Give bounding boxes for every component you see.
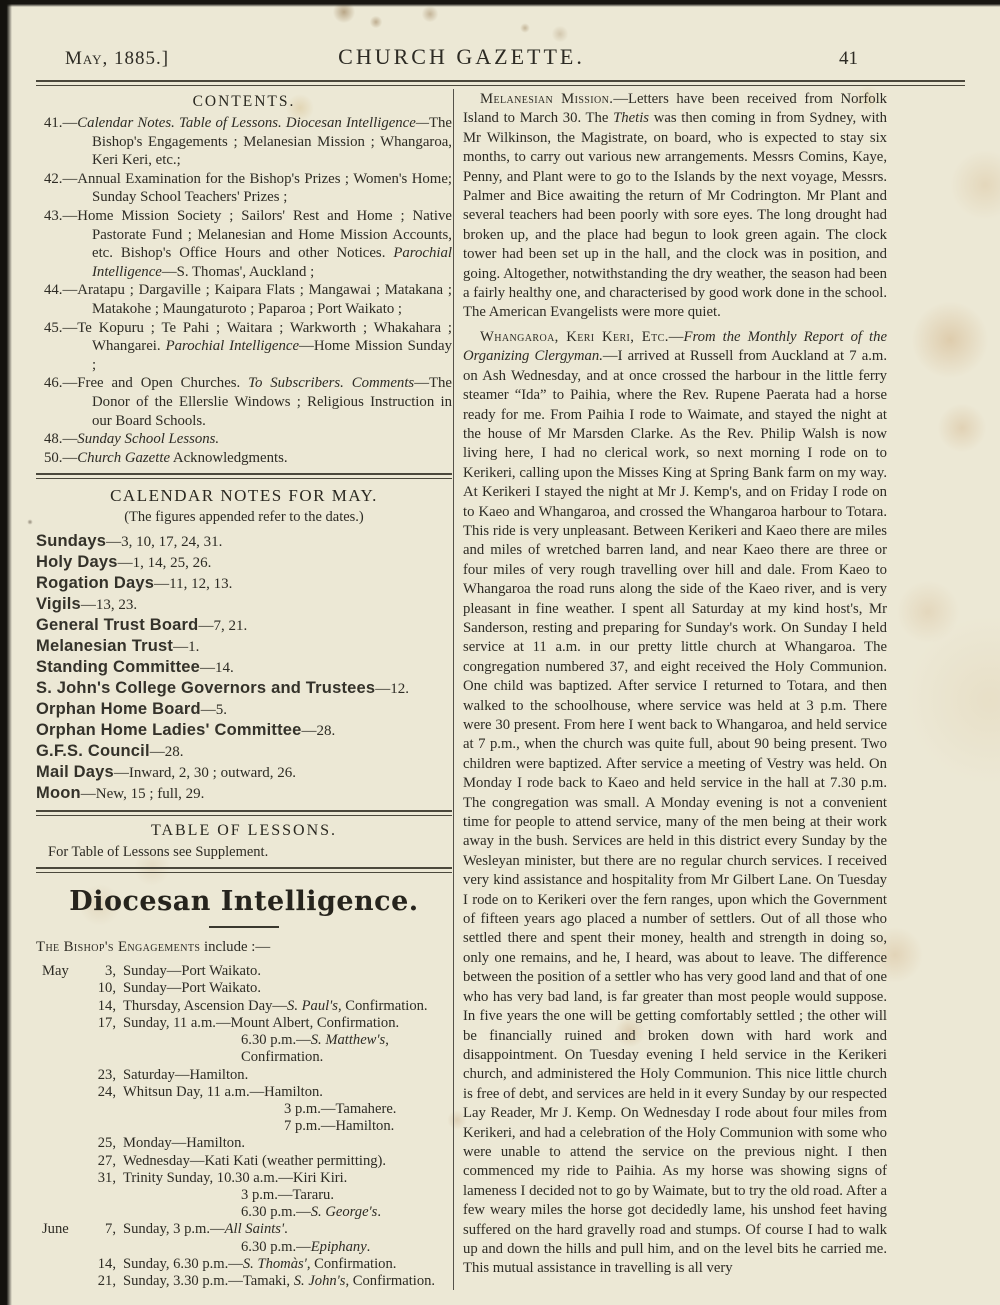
engagement-month — [36, 980, 84, 997]
contents-item-number: 45. — [44, 319, 63, 336]
contents-item-text: —Te Kopuru ; Te Pahi ; Waitara ; Warkworth ; Whakahara ; Whangarei. Parochial Intelligence—Home Mission Sunday ; — [62, 319, 452, 373]
calendar-note-label: Vigils — [36, 595, 81, 614]
engagement-day — [84, 1118, 116, 1135]
engagement-month — [36, 1204, 84, 1221]
calendar-note-item — [36, 657, 452, 678]
publication-title: CHURCH GAZETTE. — [338, 44, 585, 69]
contents-item — [36, 319, 452, 375]
engagement-row — [36, 1084, 452, 1101]
engagement-row — [36, 998, 452, 1015]
calendar-note-dates: —3, 10, 17, 24, 31. — [106, 534, 223, 551]
contents-item-number: 48. — [44, 431, 63, 448]
article-body: —From the Monthly Report of the Organizing Clergyman.—I arrived at Russell from Auckland at 7 a.m. on Ash Wednesday, and at once crossed the harbour in the little ferry steamer “Ida” to Paihia, where the Rev. Rupene Paerata had a horse ready for me. From Paihia I rode to Waimate, and stayed the night at the house of Mr Marsden Clarke. As the Rev. Philip Walsh is now living here, I had no clerical work, so next morning I rode on to Kerikeri, calling upon the Misses King at Spring Bank farm on my way. At Kerikeri I stayed the night at Mr J. Kemp's, and on Friday I rode on to Kaeo and Whangaroa, and crossed the Whangaroa harbour to Totara. This ride is very unpleasant. Between Kerikeri and Kaeo there are miles and miles of wretched barren land, and near Kaeo there are three or four miles of very rough travelling over hill and dale. From Kaeo to Whangaroa the road runs along the side of the Kaeo river, and is very pleasant in fine weather. I spent all Saturday at my kind host's, Mr Sanderson, resting and preparing for Sunday's work. On Sunday I held service at 11 a.m. in our pretty little church at Whangaroa. The congregation numbered 37, and eight received the Holy Communion. One child was baptized. After service I returned to Totara, and then walked to the schoolhouse, where service was held at 3 p.m. There were 30 present. From here I went back to Whangaroa, and held service at 7 p.m., when the church was quite full, about 90 being present. Two children were baptized. After service a meeting of Vestry was held. On Monday I rode back to Kaeo and held service in the hall at 7.30 p.m. The congregation was small. A Monday evening is not a convenient time for people to attend service, many of the men being at their work away in the bush. Services are held in this district every Sunday by the Wesleyan minister, but there are no regular church services. I received very kind assistance and hospitality from Mr Gilbert Lane. On Tuesday I rode on to Kerikeri over the fern ranges, upon which the Government of fifteen years ago placed a number of settlers. Out of all those who settled there and spent their money, health and strength in doing so, only one remains, and he, I heard, was about to leave. The difference between the position of a settler who has very good land and that of one who has very bad land, is far greater than most people would suppose. In five years the one will be getting comfortably settled ; the other will be financially ruined and broken down with hard work and disappointment. On Tuesday evening I held service in the Kerikeri church, and administered the Holy Communion. This nice little church is free of debt, and services are held in it every Sunday by our respected Lay Reader, Mr J. Kemp. On Wednesday I rode about four miles from Kerikeri, and had a celebration of the Holy Communion with some who were unable to attend the service on the previous night. I then commenced my ride to Paihia. As my horse was showing signs of lameness I decided not to go by Waimate, but to try the old road. After a few weary miles the horse got decidedly lame, his unshod feet having suffered on the hard gravelly road and stumps. Of course I had to walk up and down the hills and pull him, and on the level bits he carried me. This mutual assistance in travelling is all very — [463, 328, 887, 1277]
engagement-detail: Wednesday—Kati Kati (weather permitting). — [123, 1152, 387, 1169]
engagement-day: 27, — [97, 1152, 116, 1169]
calendar-note-dates: —7, 21. — [198, 618, 248, 635]
header-rule — [36, 80, 965, 86]
engagement-month — [36, 1135, 84, 1152]
contents-item — [36, 281, 452, 318]
calendar-note-item — [36, 552, 452, 573]
engagement-row — [36, 1135, 452, 1152]
contents-item-number: 42. — [44, 170, 63, 187]
article-lead: Melanesian Mission. — [480, 91, 614, 107]
engagement-row — [36, 1015, 452, 1032]
engagement-day: 31, — [97, 1169, 116, 1186]
table-of-lessons-note: For Table of Lessons see Supplement. — [48, 844, 269, 861]
engagement-day: 14, — [97, 997, 116, 1014]
engagement-day — [84, 1239, 116, 1256]
contents-item — [36, 170, 452, 207]
table-of-lessons-heading: TABLE OF LESSONS. — [150, 822, 338, 840]
engagement-month — [36, 1084, 84, 1101]
calendar-note-label: Orphan Home Ladies' Committee — [36, 721, 302, 740]
calendar-note-label: General Trust Board — [36, 616, 199, 635]
engagement-row — [36, 1067, 452, 1084]
contents-item-text: —Home Mission Society ; Sailors' Rest and Home ; Native Pastorate Fund ; Melanesian and Home Mission Accounts, etc. Bishop's Office Hours and other Notices. Parochial Intelligence—S. Thomas', Auckland ; — [62, 207, 452, 280]
engagement-detail: Sunday, 6.30 p.m.—S. Thomàs', Confirmation. — [123, 1255, 397, 1272]
engagement-day — [84, 1187, 116, 1204]
calendar-note-item — [36, 699, 452, 720]
calendar-note-item — [36, 531, 452, 552]
engagement-row — [36, 1101, 452, 1118]
calendar-note-dates: —New, 15 ; full, 29. — [80, 786, 205, 803]
engagement-detail: Sunday, 3 p.m.—All Saints'. — [123, 1221, 288, 1238]
engagement-month — [36, 1256, 84, 1273]
calendar-note-dates: —28. — [149, 744, 184, 761]
calendar-note-dates: —5. — [200, 702, 228, 719]
calendar-note-item — [36, 594, 452, 615]
engagement-detail: 3 p.m.—Tamahere. — [284, 1100, 397, 1117]
page-header — [36, 0, 888, 70]
engagement-day: 17, — [97, 1014, 116, 1031]
calendar-note-label: Melanesian Trust — [36, 637, 174, 656]
engagement-row — [36, 1032, 452, 1066]
engagement-day — [84, 1032, 116, 1066]
calendar-note-label: Moon — [36, 784, 81, 803]
calendar-note-item — [36, 573, 452, 594]
engagement-row — [36, 1273, 452, 1290]
bishops-engagements-intro: The Bishop's Engagements include :— — [36, 939, 271, 956]
engagement-day: 23, — [97, 1066, 116, 1083]
calendar-note-item — [36, 636, 452, 657]
engagement-detail: 6.30 p.m.—S. Matthew's, Confirmation. — [241, 1032, 389, 1066]
section-rule — [36, 473, 452, 479]
engagement-row — [36, 1187, 452, 1204]
calendar-note-dates: —1. — [173, 639, 200, 656]
contents-item-text: —Sunday School Lessons. — [62, 431, 220, 448]
left-column — [36, 89, 452, 1290]
content-columns — [36, 89, 888, 1290]
engagement-detail: Sunday—Port Waikato. — [123, 963, 261, 980]
engagement-day: 14, — [97, 1255, 116, 1272]
engagement-row — [36, 1239, 452, 1256]
engagement-month: June — [42, 1221, 69, 1238]
engagement-row — [36, 1153, 452, 1170]
engagement-month — [36, 1118, 84, 1135]
contents-item-number: 50. — [44, 449, 63, 466]
engagement-month — [36, 1067, 84, 1084]
engagement-detail: Thursday, Ascension Day—S. Paul's, Confirmation. — [123, 997, 428, 1014]
calendar-note-dates: —1, 14, 25, 26. — [117, 555, 212, 572]
contents-heading: CONTENTS. — [192, 93, 296, 110]
contents-item — [36, 114, 452, 170]
calendar-note-item — [36, 741, 452, 762]
engagement-row — [36, 1170, 452, 1187]
calendar-note-label: Standing Committee — [36, 658, 201, 677]
contents-item — [36, 430, 452, 449]
calendar-note-dates: —11, 12, 13. — [154, 576, 233, 593]
issue-date: May, 1885.] — [65, 48, 170, 69]
engagement-month — [36, 1015, 84, 1032]
contents-item-text: —Church Gazette Acknowledgments. — [62, 449, 288, 466]
engagement-detail: Trinity Sunday, 10.30 a.m.—Kiri Kiri. — [123, 1169, 348, 1186]
engagement-month — [36, 1032, 84, 1066]
engagement-row — [36, 1204, 452, 1221]
calendar-note-item — [36, 678, 452, 699]
contents-item-number: 41. — [44, 115, 63, 131]
contents-item-text: —Aratapu ; Dargaville ; Kaipara Flats ; Mangawai ; Matakana ; Matakohe ; Maungaturoto ; Paparoa ; Port Waikato ; — [62, 282, 452, 317]
engagement-detail: Sunday, 11 a.m.—Mount Albert, Confirmation. — [123, 1014, 400, 1031]
engagement-month — [36, 1239, 84, 1256]
engagement-detail: Monday—Hamilton. — [123, 1135, 246, 1152]
contents-item — [36, 207, 452, 281]
calendar-note-label: S. John's College Governors and Trustees — [36, 679, 376, 698]
page-number: 41 — [839, 48, 858, 69]
heading-ornament-rule — [209, 926, 279, 928]
engagement-detail: Saturday—Hamilton. — [123, 1066, 249, 1083]
section-rule — [36, 810, 452, 816]
article-paragraph — [463, 328, 887, 1279]
engagement-detail: Sunday—Port Waikato. — [123, 980, 261, 997]
engagement-month — [36, 1187, 84, 1204]
engagement-row — [36, 980, 452, 997]
contents-item-text: —Calendar Notes. Table of Lessons. Diocesan Intelligence—The Bishop's Engagements ; Melanesian Mission ; Whangaroa, Keri Keri, etc.; — [62, 115, 452, 169]
calendar-note-item — [36, 762, 452, 783]
contents-item — [36, 374, 452, 430]
engagement-detail: 6.30 p.m.—Epiphany. — [241, 1238, 371, 1255]
calendar-note-dates: —28. — [301, 723, 336, 740]
right-column — [454, 89, 887, 1290]
calendar-notes-heading: CALENDAR NOTES FOR MAY. — [110, 486, 378, 506]
engagement-detail: 6.30 p.m.—S. George's. — [241, 1204, 382, 1221]
bishops-engagements-list — [36, 963, 452, 1290]
calendar-notes-list — [36, 531, 452, 804]
calendar-note-label: G.F.S. Council — [36, 742, 150, 761]
engagement-day: 7, — [105, 1221, 116, 1238]
engagement-month — [36, 1153, 84, 1170]
calendar-note-label: Sundays — [36, 532, 107, 551]
calendar-note-dates: —12. — [375, 681, 410, 698]
calendar-note-item — [36, 615, 452, 636]
engagement-month — [36, 1170, 84, 1187]
contents-item-number: 46. — [44, 375, 63, 392]
calendar-note-item — [36, 720, 452, 741]
calendar-note-item — [36, 783, 452, 804]
contents-item-number: 44. — [44, 282, 63, 299]
engagement-day: 24, — [97, 1083, 116, 1100]
scan-edge-top — [0, 0, 1000, 7]
contents-item-number: 43. — [44, 207, 63, 224]
engagement-day: 25, — [97, 1135, 116, 1152]
contents-item-text: —Annual Examination for the Bishop's Prizes ; Women's Home; Sunday School Teachers' Prizes ; — [62, 170, 452, 206]
engagement-month — [36, 998, 84, 1015]
engagement-month: May — [42, 963, 69, 980]
article-body: —Letters have been received from Norfolk Island to March 30. The Thetis was then coming in from Sydney, with Mr Wilkinson, the Magistrate, on board, who is expected to stay six months, to carry out various new arrangements. Messrs Comins, Kaye, Penny, and Plant were to go to the Islands by the next voyage, Messrs. Palmer and Bice awaiting the return of Mr Codrington. Mr Plant and several teachers had been poorly with sore eyes. The long drought had broken up, and the place had begun to look green again. The clock tower had been set up in the hall, and the clock was in position, and going. Altogether, notwithstanding the dry weather, the season had been a fairly healthy one, and characterised by good work done in the school. The American Evangelists were more quiet. — [463, 91, 887, 321]
article-lead: Whangaroa, Keri Keri, Etc. — [480, 328, 669, 345]
calendar-note-label: Rogation Days — [36, 574, 155, 593]
calendar-note-dates: —13, 23. — [80, 597, 138, 614]
engagement-detail: 7 p.m.—Hamilton. — [284, 1118, 395, 1135]
engagement-day: 10, — [97, 980, 116, 997]
engagement-day: 3, — [105, 963, 116, 980]
engagement-day — [84, 1204, 116, 1221]
calendar-note-label: Mail Days — [36, 763, 114, 782]
calendar-note-label: Holy Days — [36, 553, 118, 572]
engagement-row — [36, 1256, 452, 1273]
contents-list — [36, 114, 452, 467]
engagement-month — [36, 1101, 84, 1118]
articles — [463, 90, 887, 1279]
contents-item — [36, 449, 452, 468]
engagement-detail: Whitsun Day, 11 a.m.—Hamilton. — [123, 1083, 323, 1100]
engagement-detail: 3 p.m.—Tararu. — [241, 1186, 334, 1203]
engagement-day — [84, 1101, 116, 1118]
scan-edge-left — [0, 0, 12, 1305]
article-paragraph — [463, 90, 887, 323]
calendar-notes-subheading: (The figures appended refer to the dates.) — [124, 509, 364, 526]
calendar-note-label: Orphan Home Board — [36, 700, 201, 719]
engagement-month — [36, 1273, 84, 1290]
contents-item-text: —Free and Open Churches. To Subscribers. Comments—The Donor of the Ellerslie Windows ; Religious Instruction in our Board Schools. — [62, 375, 452, 429]
engagement-day: 21, — [97, 1272, 116, 1289]
engagement-detail: Sunday, 3.30 p.m.—Tamaki, S. John's, Confirmation. — [123, 1272, 436, 1289]
engagement-row — [36, 1118, 452, 1135]
calendar-note-dates: —Inward, 2, 30 ; outward, 26. — [113, 765, 296, 782]
engagement-row — [36, 963, 452, 980]
engagement-row — [36, 1221, 452, 1238]
section-rule — [36, 867, 452, 873]
calendar-note-dates: —14. — [200, 660, 234, 677]
diocesan-intelligence-heading: Diocesan Intelligence. — [69, 886, 419, 918]
